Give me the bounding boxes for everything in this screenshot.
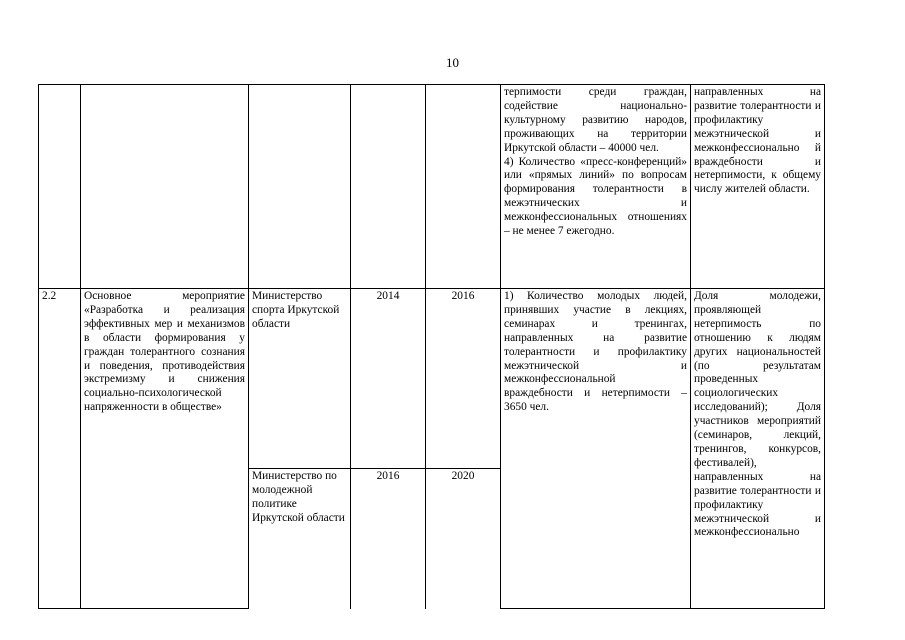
- cell-start-year: 2016: [351, 469, 426, 609]
- table-row-continuation: [39, 85, 825, 289]
- cell-end-year: 2020: [426, 469, 501, 609]
- indicator-text: 4) Количество «пресс-конференций» или «прямых линий» по вопросам формирования толерантности в межэтнических и межконфессиональных отношениях – не менее 7 ежегодно.: [504, 155, 687, 238]
- cell-start-empty: [351, 85, 426, 289]
- program-measures-table: [38, 84, 825, 609]
- cell-indicator: 1) Количество молодых людей, принявших участие в лекциях, семинарах и тренингах, направленных на развитие толерантности и профилактику межэтнической и межконфессиональной враждебности и нетерпимости – 3650 чел.: [501, 289, 691, 609]
- table-row-2-2: [39, 289, 825, 469]
- cell-executor-empty: [249, 85, 351, 289]
- cell-executor: Министерство по молодежной политике Иркутской области: [249, 469, 351, 609]
- page-number: 10: [446, 55, 459, 70]
- indicator-text: терпимости среди граждан, содействие национально-культурному развитию народов, проживающих на территории Иркутской области – 40000 чел.: [504, 86, 687, 154]
- cell-target: Доля молодежи, проявляющей нетерпимость по отношению к людям других национальностей (по результатам проведенных социологических исследований); Доля участников мероприятий (семинаров, лекций, тренингов, конкурсов, фестивалей), направленных на развитие толерантности и профилактику межэтнической и межконфессионально: [691, 289, 825, 609]
- cell-indicators-continued: [501, 85, 691, 289]
- cell-executor: Министерство спорта Иркутской области: [249, 289, 351, 469]
- cell-end-year: 2016: [426, 289, 501, 469]
- cell-number: 2.2: [39, 289, 81, 609]
- target-text: направленных на развитие толерантности и профилактику межэтнической и межконфессионально й враждебности и нетерпимости, к общему числу жителей области.: [694, 86, 821, 196]
- cell-measure: Основное мероприятие «Разработка и реализация эффективных мер и механизмов в области формирования у граждан толерантного сознания и поведения, противодействия экстремизму и снижения социально-психологической напряженности в обществе»: [81, 289, 249, 609]
- cell-start-year: 2014: [351, 289, 426, 469]
- cell-number-empty: [39, 85, 81, 289]
- cell-end-empty: [426, 85, 501, 289]
- cell-target-continued: [691, 85, 825, 289]
- cell-measure-empty: [81, 85, 249, 289]
